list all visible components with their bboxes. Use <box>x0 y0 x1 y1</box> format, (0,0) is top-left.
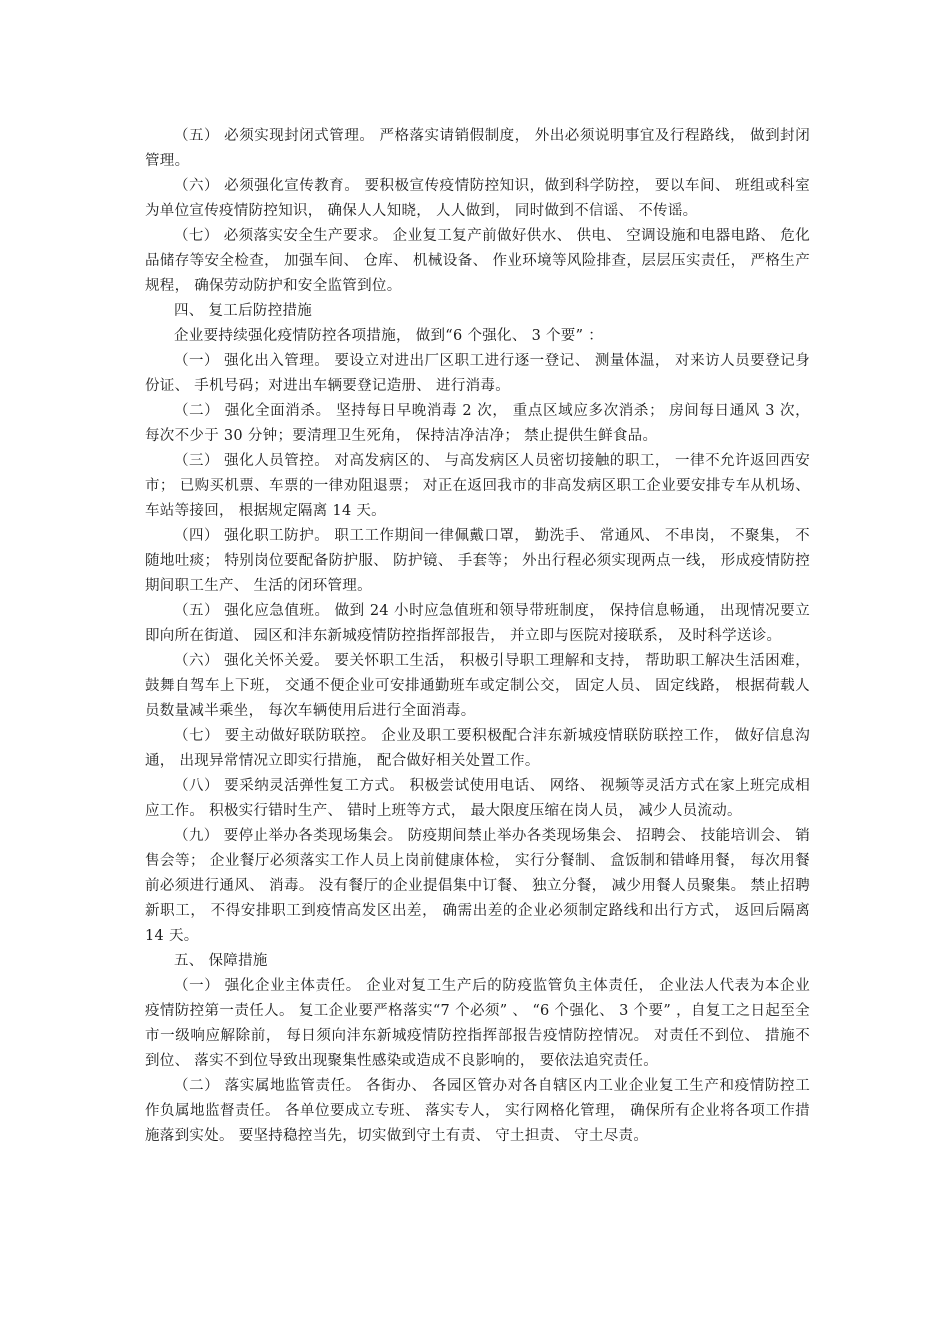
section-heading-5: 五、 保障措施 <box>174 953 268 969</box>
section-heading-4: 四、 复工后防控措施 <box>174 303 313 319</box>
paragraph-1-access-management: （一） 强化出入管理。 要设立对进出厂区职工进行逐一登记、 测量体温， 对来访人员要登记身份证、 手机号码；对进出车辆要登记造册、 进行消毒。 <box>145 353 810 394</box>
section-4-lead: 企业要持续强化疫情防控各项措施， 做到“6 个强化、 3 个要” ： <box>174 328 604 344</box>
paragraph-6-publicity-education: （六） 必须强化宣传教育。 要积极宣传疫情防控知识，做到科学防控， 要以车间、 班组或科室为单位宣传疫情防控知识， 确保人人知晓， 人人做到， 同时做到不信谣、 不传谣。 <box>145 178 810 219</box>
paragraph-4-staff-protection: （四） 强化职工防护。 职工工作期间一律佩戴口罩， 勤洗手、 常通风、 不串岗， 不聚集， 不随地吐痰； 特别岗位要配备防护服、 防护镜、 手套等； 外出行程必须实现两点一线， 形成疫情防控期间职工生产、 生活的闭环管理。 <box>145 528 810 594</box>
paragraph-5-emergency-duty: （五） 强化应急值班。 做到 24 小时应急值班和领导带班制度， 保持信息畅通， 出现情况要立即向所在街道、 园区和沣东新城疫情防控指挥部报告， 并立即与医院对接联系， 及时科学送诊。 <box>145 603 810 644</box>
paragraph-8-flexible-work: （八） 要采纳灵活弹性复工方式。 积极尝试使用电话、 网络、 视频等灵活方式在家上班完成相应工作。 积极实行错时生产、 错时上班等方式， 最大限度压缩在岗人员， 减少人员流动。 <box>145 778 810 819</box>
document-body <box>145 124 810 1149</box>
paragraph-7-joint-control: （七） 要主动做好联防联控。 企业及职工要积极配合沣东新城疫情联防联控工作， 做好信息沟通， 出现异常情况立即实行措施， 配合做好相关处置工作。 <box>145 728 810 769</box>
paragraph-9-no-gatherings: （九） 要停止举办各类现场集会。 防疫期间禁止举办各类现场集会、 招聘会、 技能培训会、 销售会等； 企业餐厅必须落实工作人员上岗前健康体检， 实行分餐制、 盒饭制和错峰用餐， 每次用餐前必须进行通风、 消毒。 没有餐厅的企业提倡集中订餐、 独立分餐， 减少用餐人员聚集。 禁止招聘新职工， 不得安排职工到疫情高发区出差， 确需出差的企业必须制定路线和出行方式， 返回后隔离 14 天。 <box>145 828 810 944</box>
paragraph-7-safety-production: （七） 必须落实安全生产要求。 企业复工复产前做好供水、 供电、 空调设施和电器电路、 危化品储存等安全检查， 加强车间、 仓库、 机械设备、 作业环境等风险排查，层层压实责任， 严格生产规程， 确保劳动防护和安全监管到位。 <box>145 228 810 294</box>
paragraph-1-enterprise-responsibility: （一） 强化企业主体责任。 企业对复工生产后的防疫监管负主体责任， 企业法人代表为本企业疫情防控第一责任人。 复工企业要严格落实“7 个必须” 、 “6 个强化、 3 个要” ，自复工之日起至全市一级响应解除前， 每日须向沣东新城疫情防控指挥部报告疫情防控情况。 对责任不到位、 措施不到位、 落实不到位导致出现聚集性感染或造成不良影响的， 要依法追究责任。 <box>145 978 810 1069</box>
paragraph-5-closed-management: （五） 必须实现封闭式管理。 严格落实请销假制度， 外出必须说明事宜及行程路线， 做到封闭管理。 <box>145 128 810 169</box>
paragraph-3-personnel-control: （三） 强化人员管控。 对高发病区的、 与高发病区人员密切接触的职工， 一律不允许返回西安市； 已购买机票、车票的一律劝阻退票； 对正在返回我市的非高发病区职工企业要安排专车从机场、 车站等接回， 根据规定隔离 14 天。 <box>145 453 810 519</box>
paragraph-6-care: （六） 强化关怀关爱。 要关怀职工生活， 积极引导职工理解和支持， 帮助职工解决生活困难， 鼓舞自驾车上下班， 交通不便企业可安排通勤班车或定制公交， 固定人员、 固定线路， 根据荷载人员数量减半乘坐， 每次车辆使用后进行全面消毒。 <box>145 653 810 719</box>
paragraph-2-local-supervision: （二） 落实属地监管责任。 各街办、 各园区管办对各自辖区内工业企业复工生产和疫情防控工作负属地监督责任。 各单位要成立专班、 落实专人， 实行网格化管理， 确保所有企业将各项工作措施落到实处。 要坚持稳控当先，切实做到守土有责、 守土担责、 守土尽责。 <box>145 1078 810 1144</box>
paragraph-2-disinfection: （二） 强化全面消杀。 坚持每日早晚消毒 2 次， 重点区域应多次消杀； 房间每日通风 3 次， 每次不少于 30 分钟；要清理卫生死角， 保持洁净洁净； 禁止提供生鲜食品。 <box>145 403 810 444</box>
